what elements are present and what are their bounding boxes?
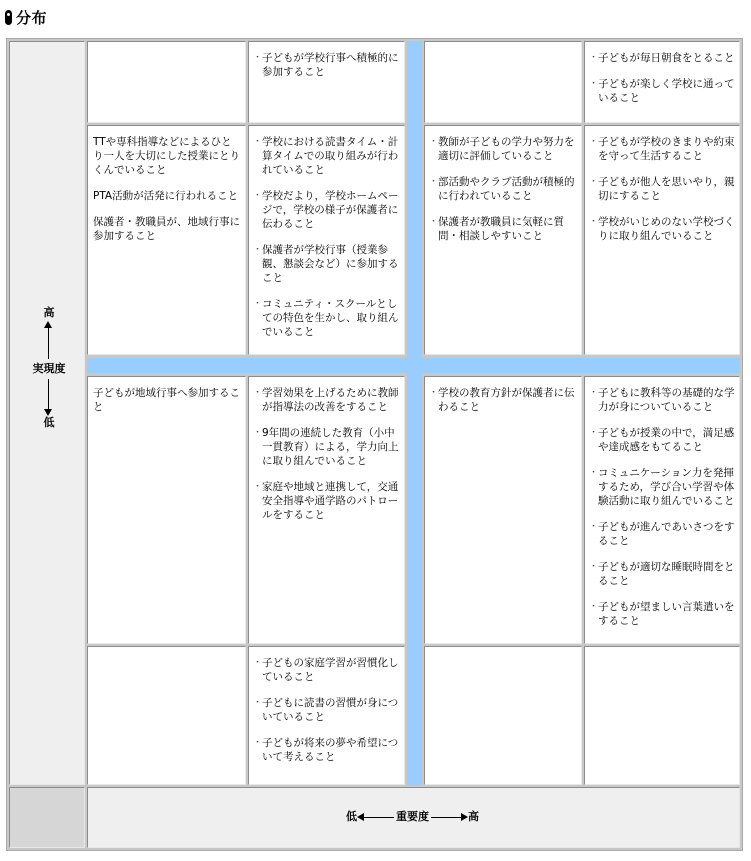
survey-item: ・ 保護者が教職員に気軽に質問・相談しやすいこと [438, 215, 577, 243]
vertical-axis-band [407, 41, 422, 785]
survey-item: PTA活動が活発に行われること [93, 190, 239, 202]
survey-item: 子どもが地域行事へ参加すること [93, 387, 240, 413]
survey-item: ・ 学校がいじめのない学校づくりに取り組んでいること [598, 215, 735, 243]
survey-item: ・ 子どもが授業の中で，満足感や達成感をもてること [598, 426, 735, 454]
survey-item: ・ 子どもが学校のきまりや約束を守って生活すること [598, 135, 735, 163]
corner-cell [9, 787, 85, 848]
x-axis-line-right [431, 817, 461, 818]
survey-item: ・ 子どもに読書の習慣が身についていること [262, 696, 400, 724]
survey-item: ・ 部活動やクラブ活動が積極的に行われていること [438, 175, 577, 203]
x-axis-title: 重要度 [396, 810, 429, 823]
survey-item: ・ 教師が子どもの学力や努力を適切に評価していること [438, 135, 577, 163]
survey-item: ・ 保護者が学校行事（授業参観、懇談会など）に参加すること [262, 243, 400, 285]
survey-item: ・ 子どもが望ましい言葉遣いをすること [598, 600, 735, 628]
survey-item: ・ 子どもが適切な睡眠時間をとること [598, 560, 735, 588]
y-axis-panel [9, 41, 85, 785]
cell-r1c2 [248, 41, 405, 123]
section-title [5, 6, 47, 28]
survey-item: TTや専科指導などによるひとり一人を大切にした授業にとりくんでいること [93, 136, 240, 176]
cell-r1c1 [87, 41, 246, 123]
survey-item: ・ 学校だより，学校ホームページで，学校の様子が保護者に伝わること [262, 189, 400, 231]
bullet-icon [5, 10, 12, 25]
cell-r2c3 [424, 125, 582, 355]
survey-item: ・ 子どもに教科等の基礎的な学力が身についていること [598, 386, 735, 414]
cell-r2c1 [87, 125, 246, 355]
survey-item: ・ 9年間の連続した教育（小中一貫教育）による，学力向上に取り組んでいること [262, 426, 400, 468]
y-axis-high-label: 高 [43, 306, 55, 319]
x-axis-panel [87, 787, 740, 848]
y-axis-line-top [48, 327, 49, 359]
survey-item: ・ 子どもが将来の夢や希望について考えること [262, 736, 400, 764]
x-axis [346, 810, 479, 824]
survey-item: ・ コミュニケーション力を発揮するため，学び合い学習や体験活動に取り組んでいること [598, 466, 735, 508]
arrow-left-icon [357, 813, 364, 821]
cell-r1c4 [584, 41, 740, 123]
survey-item: ・ 子どもが毎日朝食をとること [598, 51, 735, 65]
cell-r4c4 [584, 646, 740, 785]
cell-r3c1 [87, 376, 246, 644]
x-axis-high-label: 高 [468, 810, 479, 823]
survey-item: ・ 家庭や地域と連携して，交通安全指導や通学路のパトロールをすること [262, 480, 400, 522]
y-axis-low-label: 低 [43, 416, 55, 429]
survey-item: 保護者・教職員が、地域行事に参加すること [93, 216, 240, 242]
arrow-down-icon [44, 409, 52, 416]
x-axis-low-label: 低 [346, 810, 357, 823]
cell-r4c2 [248, 646, 405, 785]
survey-item: ・ 子どもが楽しく学校に通っていること [598, 77, 735, 105]
cell-r4c3 [424, 646, 582, 785]
section-title-text: 分布 [16, 8, 48, 27]
cell-r4c1 [87, 646, 246, 785]
y-axis-title: 実現度 [32, 362, 66, 375]
distribution-matrix [6, 38, 743, 851]
survey-item: ・ 学校の教育方針が保護者に伝わること [438, 386, 577, 414]
survey-item: ・ 子どもが進んであいさつをすること [598, 520, 735, 548]
cell-r2c2 [248, 125, 405, 355]
survey-item: ・ コミュニティ・スクールとしての特色を生かし、取り組んでいること [262, 297, 400, 339]
y-axis-line-bottom [48, 379, 49, 411]
survey-item: ・ 学習効果を上げるために教師が指導法の改善をすること [262, 386, 400, 414]
cell-r3c4 [584, 376, 740, 644]
x-axis-line-left [364, 817, 394, 818]
survey-item: ・ 学校における読書タイム・計算タイムでの取り組みが行われていること [262, 135, 400, 177]
cell-r1c3 [424, 41, 582, 123]
cell-r3c3 [424, 376, 582, 644]
cell-r2c4 [584, 125, 740, 355]
survey-item: ・ 子どもが他人を思いやり，親切にすること [598, 175, 735, 203]
arrow-right-icon [461, 813, 468, 821]
survey-item: ・ 子どもが学校行事へ積極的に参加すること [262, 51, 400, 79]
survey-item: ・ 子どもの家庭学習が習慣化していること [262, 656, 400, 684]
cell-r3c2 [248, 376, 405, 644]
